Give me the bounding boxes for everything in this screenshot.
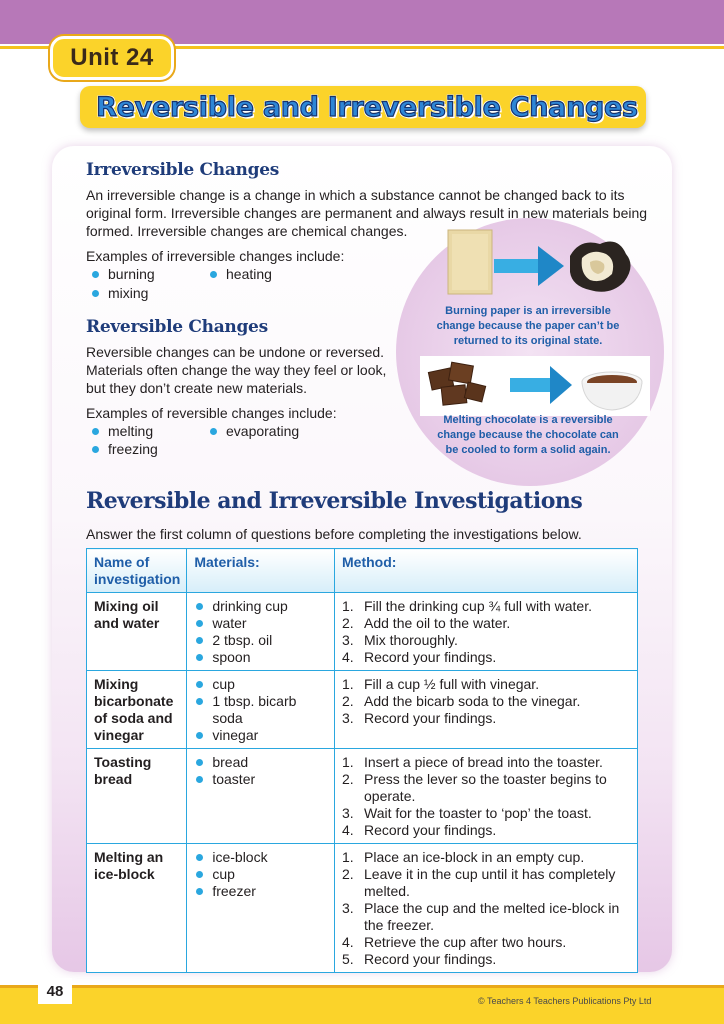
page-title: Reversible and Irreversible Changes bbox=[96, 91, 638, 123]
irreversible-paragraph-line-3: formed. Irreversible changes are chemical changes. bbox=[86, 223, 408, 239]
investigations-table bbox=[86, 548, 638, 973]
burning-caption-line-2: change because the paper can’t be bbox=[436, 320, 620, 332]
arrow-right-icon bbox=[494, 246, 564, 286]
list-item: 1. Place an ice-block in an empty cup. bbox=[342, 849, 585, 865]
irreversible-example-heating: heating bbox=[210, 265, 272, 283]
list-item: 3. Place the cup and the melted ice-block in the freezer. bbox=[342, 900, 620, 933]
investigation-name: Toasting bread bbox=[87, 749, 187, 844]
column-header-materials: Materials: bbox=[187, 549, 335, 593]
bullet-icon bbox=[196, 854, 203, 861]
bullet-icon bbox=[196, 698, 203, 705]
list-item: 2 tbsp. oil bbox=[194, 632, 328, 649]
method-cell bbox=[335, 749, 638, 844]
list-item: 2. Add the bicarb soda to the vinegar. bbox=[342, 693, 581, 709]
list-item: bread bbox=[194, 754, 328, 771]
list-item: cup bbox=[194, 676, 328, 693]
list-item: 5. Record your findings. bbox=[342, 951, 497, 967]
irreversible-examples-intro: Examples of irreversible changes include: bbox=[86, 248, 345, 264]
reversible-paragraph-line-2: Materials often change the way they feel or look, bbox=[86, 362, 387, 378]
list-item: drinking cup bbox=[194, 598, 328, 615]
list-item: ice-block bbox=[194, 849, 328, 866]
list-item: 2. Add the oil to the water. bbox=[342, 615, 511, 631]
investigation-name: Mixing bicarbonate of soda and vinegar bbox=[87, 671, 187, 749]
burnt-paper-icon bbox=[570, 242, 631, 292]
unit-label: Unit 24 bbox=[70, 44, 154, 71]
copyright-text: Teachers 4 Teachers Publications Pty Ltd bbox=[486, 996, 652, 1006]
irreversible-paragraph-line-2: original form. Irreversible changes are permanent and always result in new materials being bbox=[86, 205, 648, 221]
materials-cell bbox=[187, 844, 335, 973]
paper-icon bbox=[448, 230, 492, 294]
table-row bbox=[87, 844, 638, 973]
list-item: 4. Record your findings. bbox=[342, 822, 497, 838]
copyright-notice bbox=[478, 996, 651, 1006]
melting-caption-line-3: be cooled to form a solid again. bbox=[445, 444, 611, 456]
burning-caption-line-1: Burning paper is an irreversible bbox=[445, 305, 611, 317]
investigation-name: Melting an ice-block bbox=[87, 844, 187, 973]
list-item: 4. Record your findings. bbox=[342, 649, 497, 665]
table-header-row bbox=[87, 549, 638, 593]
method-cell bbox=[335, 844, 638, 973]
list-item: 3. Record your findings. bbox=[342, 710, 497, 726]
method-cell bbox=[335, 671, 638, 749]
reversible-heading: Reversible Changes bbox=[86, 317, 268, 337]
irreversible-example-mixing: mixing bbox=[92, 284, 148, 302]
bullet-icon bbox=[92, 428, 99, 435]
bullet-icon bbox=[196, 681, 203, 688]
bullet-icon bbox=[196, 620, 203, 627]
materials-cell bbox=[187, 593, 335, 671]
table-row bbox=[87, 671, 638, 749]
investigation-name: Mixing oil and water bbox=[87, 593, 187, 671]
list-item: 1. Fill a cup ½ full with vinegar. bbox=[342, 676, 540, 692]
bullet-icon bbox=[196, 603, 203, 610]
list-item: 2. Leave it in the cup until it has completely melted. bbox=[342, 866, 616, 899]
list-item: 1 tbsp. bicarb soda bbox=[194, 693, 328, 727]
irreversible-heading: Irreversible Changes bbox=[86, 160, 279, 180]
column-header-method: Method: bbox=[335, 549, 638, 593]
list-item: freezer bbox=[194, 883, 328, 900]
copyright-icon: © bbox=[478, 996, 485, 1006]
bullet-icon bbox=[196, 654, 203, 661]
bullet-icon bbox=[196, 871, 203, 878]
column-header-name: Name of investigation bbox=[87, 549, 187, 593]
irreversible-example-burning: burning bbox=[92, 265, 155, 283]
list-item: 1. Fill the drinking cup ¾ full with water. bbox=[342, 598, 592, 614]
melting-chocolate-illustration bbox=[420, 356, 650, 416]
bullet-icon bbox=[196, 759, 203, 766]
reversible-paragraph-line-1: Reversible changes can be undone or reversed. bbox=[86, 344, 385, 360]
burning-paper-illustration bbox=[440, 226, 640, 306]
bullet-icon bbox=[92, 271, 99, 278]
materials-cell bbox=[187, 671, 335, 749]
bullet-icon bbox=[196, 637, 203, 644]
materials-cell bbox=[187, 749, 335, 844]
bullet-icon bbox=[92, 290, 99, 297]
bullet-icon bbox=[196, 888, 203, 895]
reversible-example-melting: melting bbox=[92, 422, 153, 440]
bullet-icon bbox=[196, 732, 203, 739]
list-item: 3. Mix thoroughly. bbox=[342, 632, 458, 648]
list-item: cup bbox=[194, 866, 328, 883]
bullet-icon bbox=[210, 428, 217, 435]
table-row bbox=[87, 749, 638, 844]
melting-caption-line-1: Melting chocolate is a reversible bbox=[443, 414, 613, 426]
reversible-paragraph-line-3: but they don’t create new materials. bbox=[86, 380, 308, 396]
list-item: water bbox=[194, 615, 328, 632]
list-item: toaster bbox=[194, 771, 328, 788]
reversible-example-evaporating: evaporating bbox=[210, 422, 299, 440]
reversible-example-freezing: freezing bbox=[92, 440, 158, 458]
reversible-examples-intro: Examples of reversible changes include: bbox=[86, 405, 337, 421]
list-item: 3. Wait for the toaster to ‘pop’ the toast. bbox=[342, 805, 592, 821]
investigations-instruction: Answer the first column of questions before completing the investigations below. bbox=[86, 526, 582, 542]
bullet-icon bbox=[196, 776, 203, 783]
footer-band bbox=[0, 988, 724, 1024]
bullet-icon bbox=[210, 271, 217, 278]
melting-caption-line-2: change because the chocolate can bbox=[437, 429, 619, 441]
burning-caption-line-3: returned to its original state. bbox=[453, 335, 603, 347]
method-cell bbox=[335, 593, 638, 671]
list-item: spoon bbox=[194, 649, 328, 666]
list-item: 1. Insert a piece of bread into the toaster. bbox=[342, 754, 603, 770]
list-item: 4. Retrieve the cup after two hours. bbox=[342, 934, 567, 950]
list-item: vinegar bbox=[194, 727, 328, 744]
investigations-heading: Reversible and Irreversible Investigations bbox=[86, 488, 583, 514]
table-row bbox=[87, 593, 638, 671]
list-item: 2. Press the lever so the toaster begins to operate. bbox=[342, 771, 607, 804]
bullet-icon bbox=[92, 446, 99, 453]
page-number: 48 bbox=[38, 978, 72, 1004]
irreversible-paragraph-line-1: An irreversible change is a change in which a substance cannot be changed back to its bbox=[86, 187, 625, 203]
unit-badge bbox=[50, 36, 174, 80]
